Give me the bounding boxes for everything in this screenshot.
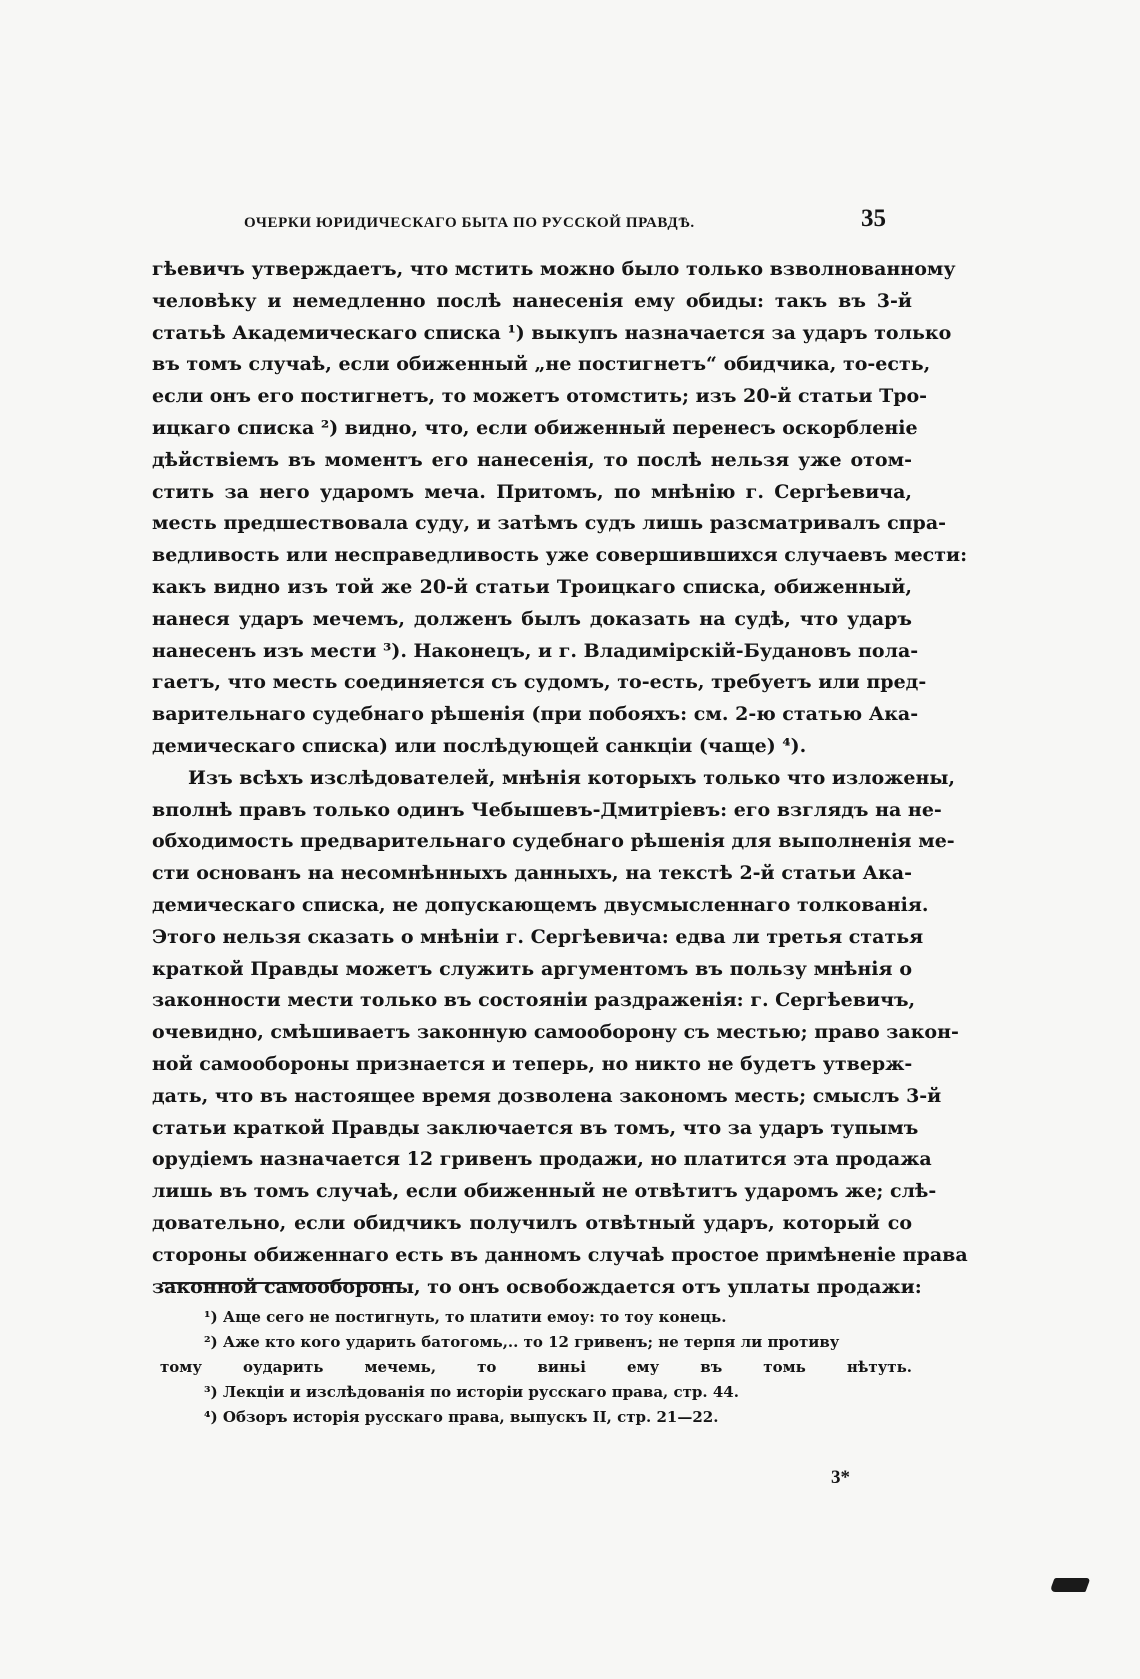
page-number: 35 bbox=[861, 205, 886, 232]
text-line: демическаго списка) или послѣдующей санкціи (чаще) ⁴). bbox=[152, 734, 807, 757]
text-line: обходимость предварительнаго судебнаго рѣшенія для выполненія ме- bbox=[152, 830, 955, 853]
text-line: статьѣ Академическаго списка ¹) выкупъ назначается за ударъ только bbox=[152, 321, 952, 344]
footnote: ⁴) Обзоръ исторія русскаго права, выпускъ II, стр. 21—22. bbox=[204, 1408, 719, 1426]
text-line: стороны обиженнаго есть въ данномъ случаѣ простое примѣненіе права bbox=[152, 1243, 968, 1266]
text-line: вполнѣ правъ только одинъ Чебышевъ-Дмитріевъ: его взглядъ на не- bbox=[152, 798, 942, 821]
text-line: дать, что въ настоящее время дозволена закономъ месть; смыслъ 3-й bbox=[152, 1084, 942, 1107]
text-line: демическаго списка, не допускающемъ двусмысленнаго толкованія. bbox=[152, 893, 929, 916]
text-line: гаетъ, что месть соединяется съ судомъ, то-есть, требуетъ или пред- bbox=[152, 671, 927, 694]
text-line: месть предшествовала суду, и затѣмъ судъ лишь разсматривалъ спра- bbox=[152, 512, 947, 535]
ink-smudge bbox=[1049, 1578, 1090, 1592]
text-line: дѣйствіемъ въ моментъ его нанесенія, то послѣ нельзя уже отом- bbox=[152, 448, 912, 471]
text-line: Изъ всѣхъ изслѣдователей, мнѣнія которыхъ только что изложены, bbox=[188, 766, 956, 789]
text-line: очевидно, смѣшиваетъ законную самооборону съ местью; право закон- bbox=[152, 1021, 959, 1044]
text-line: довательно, если обидчикъ получилъ отвѣтный ударъ, который со bbox=[152, 1211, 912, 1234]
footnotes bbox=[152, 1305, 912, 1430]
text-line: варительнаго судебнаго рѣшенія (при побояхъ: см. 2-ю статью Ака- bbox=[152, 703, 919, 726]
text-line: нанеся ударъ мечемъ, долженъ былъ доказать на судѣ, что ударъ bbox=[152, 607, 912, 630]
text-line: стить за него ударомъ меча. Притомъ, по мнѣнію г. Сергѣевича, bbox=[152, 480, 912, 503]
text-line: сти основанъ на несомнѣнныхъ данныхъ, на текстѣ 2-й статьи Ака- bbox=[152, 862, 912, 885]
footnote: ²) Аже кто кого ударить батогомь,.. то 12 гривенъ; не терпя ли противу bbox=[204, 1333, 840, 1351]
text-line: краткой Правды можетъ служить аргументомъ въ пользу мнѣнія о bbox=[152, 957, 912, 980]
signature-mark: 3* bbox=[831, 1467, 850, 1488]
text-line: законной самообороны, то онъ освобождается отъ уплаты продажи: bbox=[152, 1275, 922, 1298]
text-line: ной самообороны признается и теперь, но никто не будетъ утверж- bbox=[152, 1052, 913, 1075]
text-line: ведливость или несправедливость уже совершившихся случаевъ мести: bbox=[152, 544, 968, 567]
footnote-divider bbox=[162, 1282, 402, 1284]
text-line: ицкаго списка ²) видно, что, если обиженный перенесъ оскорбленіе bbox=[152, 416, 918, 439]
text-line: орудіемъ назначается 12 гривенъ продажи, но платится эта продажа bbox=[152, 1148, 932, 1171]
text-line: лишь въ томъ случаѣ, если обиженный не отвѣтитъ ударомъ же; слѣ- bbox=[152, 1180, 937, 1203]
text-line: какъ видно изъ той же 20-й статьи Троицкаго списка, обиженный, bbox=[152, 575, 912, 598]
footnote-continuation: тому оударить мечемь, то виньі ему въ томь нѣтуть. bbox=[160, 1358, 912, 1376]
text-line: Этого нельзя сказать о мнѣніи г. Сергѣевича: едва ли третья статья bbox=[152, 925, 924, 948]
text-line: если онъ его постигнетъ, то можетъ отомстить; изъ 20-й статьи Тро- bbox=[152, 385, 928, 408]
footnote: ³) Лекціи и изслѣдованія по исторіи русскаго права, стр. 44. bbox=[204, 1383, 739, 1401]
body-text bbox=[152, 254, 968, 1303]
text-line: статьи краткой Правды заключается въ томъ, что за ударъ тупымъ bbox=[152, 1116, 919, 1139]
running-title: ОЧЕРКИ ЮРИДИЧЕСКАГО БЫТА ПО РУССКОЙ ПРАВДѢ. bbox=[244, 215, 695, 231]
text-line: нанесенъ изъ мести ³). Наконецъ, и г. Владимірскій-Будановъ пола- bbox=[152, 639, 919, 662]
footnote: ¹) Аще сего не постигнуть, то платити емоу: то тоу конець. bbox=[204, 1308, 727, 1326]
text-line: гѣевичъ утверждаетъ, что мстить можно было только взволнованному bbox=[152, 258, 956, 280]
text-line: законности мести только въ состояніи раздраженія: г. Сергѣевичъ, bbox=[152, 989, 916, 1012]
text-line: человѣку и немедленно послѣ нанесенія ему обиды: такъ въ 3-й bbox=[152, 289, 912, 312]
running-header bbox=[152, 205, 912, 245]
text-line: въ томъ случаѣ, если обиженный „не постигнетъ“ обидчика, то-есть, bbox=[152, 353, 931, 376]
